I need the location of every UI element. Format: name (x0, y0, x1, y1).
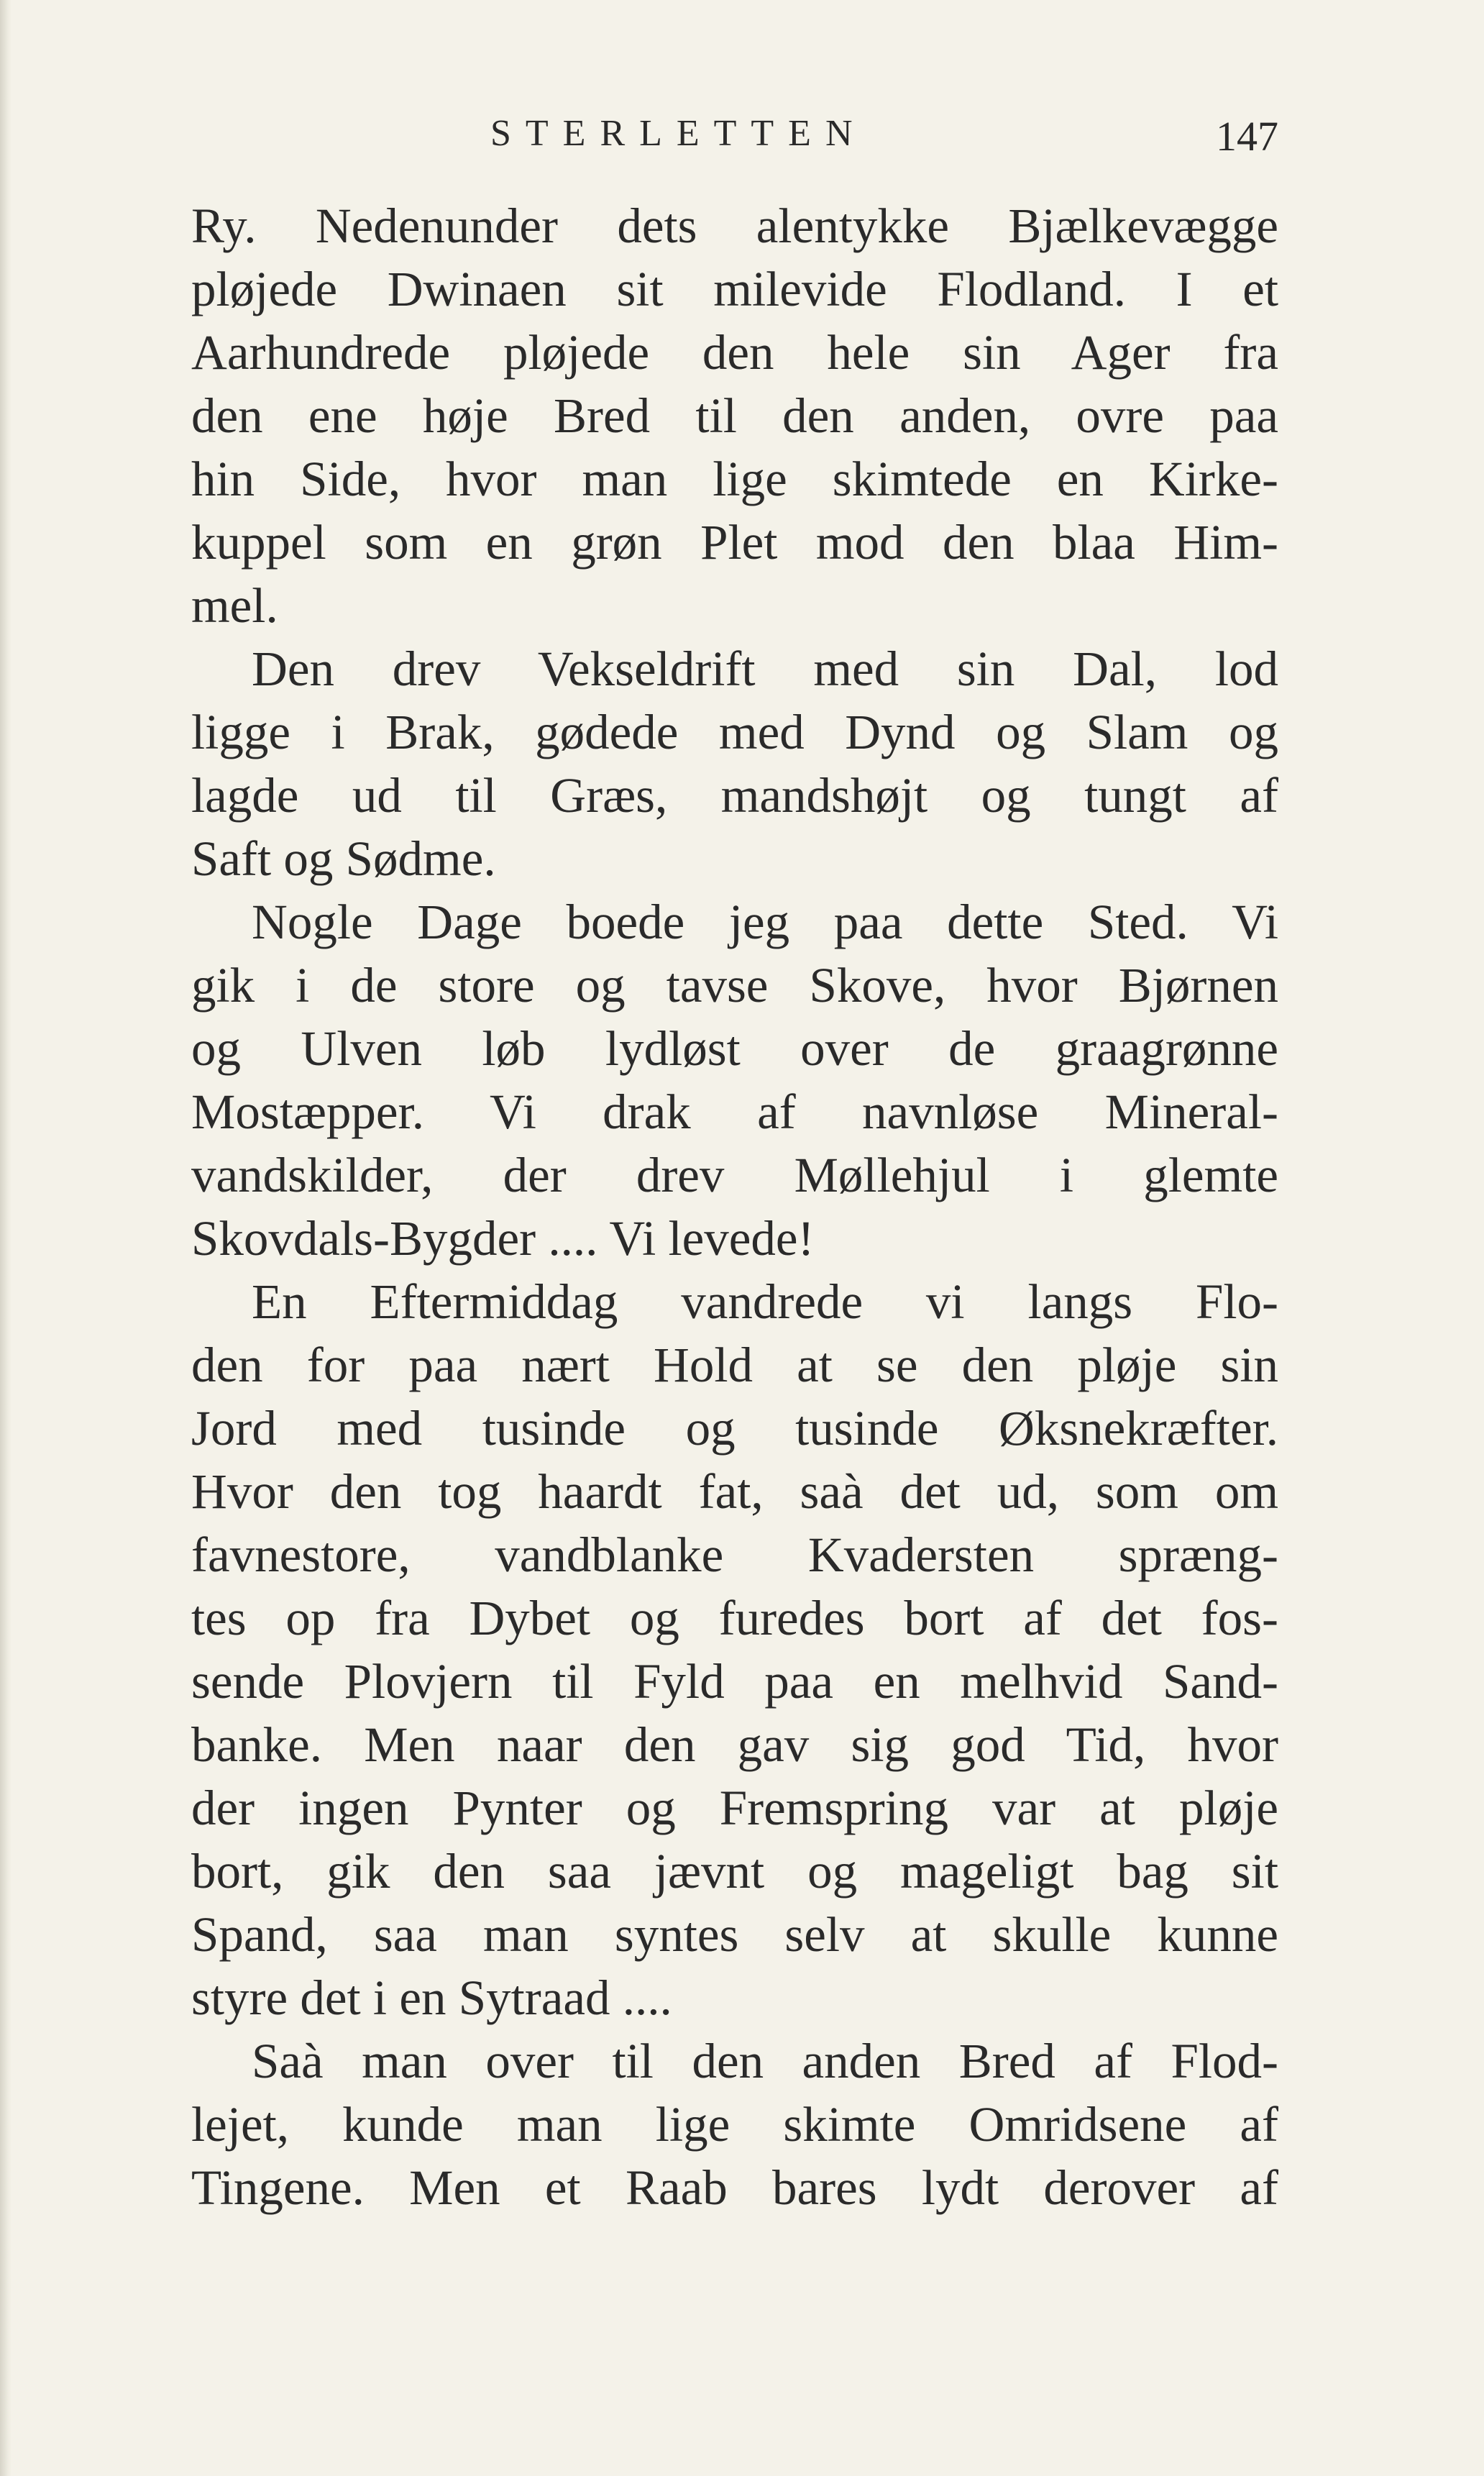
text-line: hin Side, hvor man lige skimtede en Kirke- (191, 452, 1278, 506)
text-line: Ry. Nedenunder dets alentykke Bjælkevægge (191, 198, 1278, 253)
text-line: Skovdals-Bygder .... Vi levede! (191, 1211, 815, 1266)
text-line: Jord med tusinde og tusinde Øksnekræfter. (191, 1401, 1278, 1456)
text-line: Aarhundrede pløjede den hele sin Ager fra (191, 325, 1278, 380)
page-edge-shadow (0, 0, 12, 2476)
text-line: Mostæpper. Vi drak af navnløse Mineral- (191, 1084, 1278, 1139)
text-line: sende Plovjern til Fyld paa en melhvid Sand- (191, 1654, 1278, 1709)
text-line: favnestore, vandblanke Kvadersten spræng- (191, 1527, 1278, 1582)
text-line: En Eftermiddag vandrede vi langs Flo- (252, 1274, 1278, 1329)
text-line: Spand, saa man syntes selv at skulle kunne (191, 1907, 1278, 1962)
text-line: pløjede Dwinaen sit milevide Flodland. I et (191, 262, 1278, 316)
text-line: lejet, kunde man lige skimte Omridsene af (191, 2097, 1278, 2152)
text-line: Hvor den tog haardt fat, saà det ud, som om (191, 1464, 1278, 1519)
text-line: Nogle Dage boede jeg paa dette Sted. Vi (252, 895, 1278, 949)
page-number: 147 (1216, 113, 1278, 160)
body-text (191, 194, 1278, 2219)
text-line: der ingen Pynter og Fremspring var at pløje (191, 1781, 1278, 1835)
text-line: kuppel som en grøn Plet mod den blaa Him- (191, 515, 1278, 570)
text-line: mel. (191, 578, 278, 633)
text-line: banke. Men naar den gav sig god Tid, hvor (191, 1717, 1278, 1772)
text-line: bort, gik den saa jævnt og mageligt bag sit (191, 1844, 1278, 1899)
text-line: styre det i en Sytraad .... (191, 1970, 672, 2025)
text-line: og Ulven løb lydløst over de graagrønne (191, 1021, 1278, 1076)
text-line: den ene høje Bred til den anden, ovre paa (191, 388, 1278, 443)
text-line: Den drev Vekseldrift med sin Dal, lod (252, 641, 1278, 696)
text-line: vandskilder, der drev Møllehjul i glemte (191, 1148, 1278, 1202)
text-line: Saà man over til den anden Bred af Flod- (252, 2034, 1278, 2088)
text-line: gik i de store og tavse Skove, hvor Bjørnen (191, 958, 1278, 1013)
running-head (191, 108, 1278, 173)
text-line: lagde ud til Græs, mandshøjt og tungt af (191, 768, 1278, 823)
text-line: den for paa nært Hold at se den pløje sin (191, 1338, 1278, 1392)
text-line: Saft og Sødme. (191, 831, 496, 886)
text-line: Tingene. Men et Raab bares lydt derover af (191, 2160, 1278, 2215)
running-head-title: STERLETTEN (490, 113, 867, 154)
text-line: tes op fra Dybet og furedes bort af det fos- (191, 1591, 1278, 1645)
text-line: ligge i Brak, gødede med Dynd og Slam og (191, 705, 1278, 759)
